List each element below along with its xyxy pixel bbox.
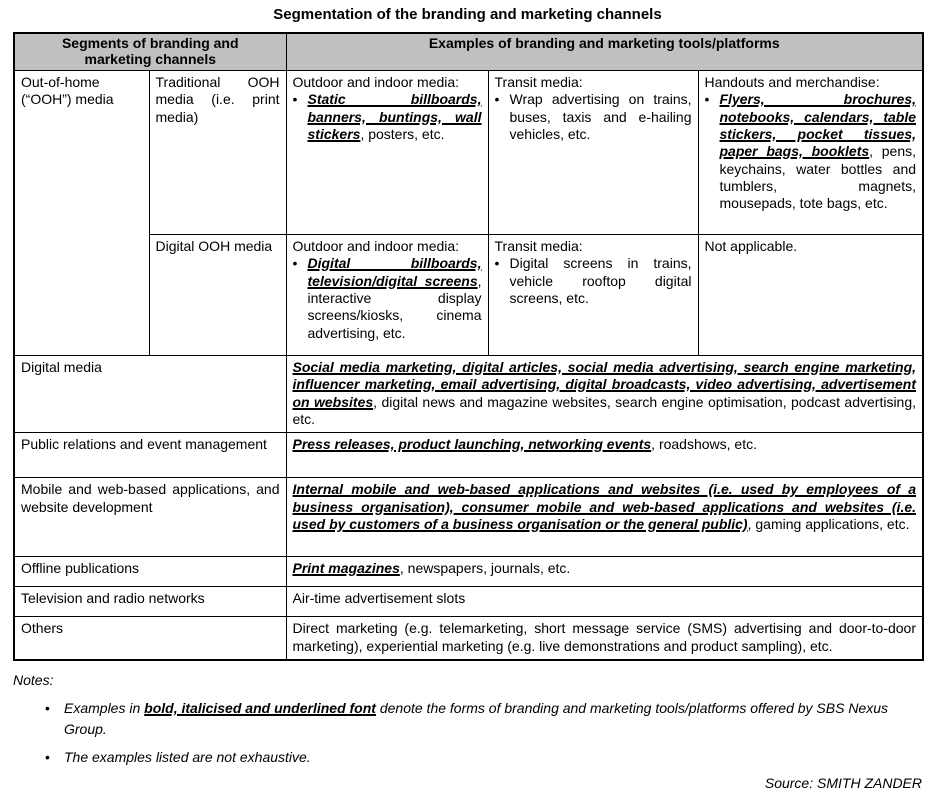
cell-examples: [286, 433, 923, 478]
cell-intro: Handouts and merchandise:: [704, 73, 880, 90]
cell-traditional-transit: [488, 70, 698, 234]
cell-segment-label: [14, 355, 286, 432]
note-item: [13, 747, 922, 767]
table-row-tv-radio: [14, 587, 923, 617]
table-header-row: [14, 33, 923, 70]
segment-label: Television and radio networks: [21, 590, 205, 607]
bullet-text: Flyers, brochures, notebooks, calendars, table stickers, pocket tissues, paper bags, booklets, pens, keychains, water bottles and tumblers, magnets, mousepads, tote bags, etc.: [719, 91, 917, 212]
segment-label: Digital media: [21, 358, 102, 375]
cell-intro: Outdoor and indoor media:: [292, 73, 460, 90]
cell-intro: Outdoor and indoor media:: [292, 237, 460, 254]
examples-text: Air-time advertisement slots: [292, 590, 466, 607]
cell-examples: [286, 355, 923, 432]
table-row-offline-publications: [14, 557, 923, 587]
list-item: [293, 91, 482, 143]
header-segments-cell: [14, 33, 286, 70]
cell-examples: [286, 617, 923, 660]
segment-label: Out-of-home (“OOH”) media: [21, 73, 114, 108]
bullet-icon: •: [704, 91, 710, 108]
cell-segment-label: [14, 617, 286, 660]
cell-segment-label: [14, 587, 286, 617]
table-row-digital-media: [14, 355, 923, 432]
bullet-text: Static billboards, banners, buntings, wall stickers, posters, etc.: [307, 91, 482, 142]
header-examples-cell: [286, 33, 923, 70]
note-item: [13, 698, 922, 739]
examples-text: Direct marketing (e.g. telemarketing, short message service (SMS) advertising and door-to-door marketing), experiential marketing (e.g. live demonstrations and product sampling), etc.: [292, 620, 917, 654]
cell-intro: Transit media:: [494, 73, 583, 90]
bullet-icon: •: [45, 700, 50, 717]
page-title: Segmentation of the branding and marketing channels: [273, 6, 662, 23]
source-text: Source: SMITH ZANDER: [764, 775, 922, 791]
bullet-icon: •: [494, 91, 500, 108]
examples-text: Social media marketing, digital articles, social media advertising, search engine marketing, influencer marketing, email advertising, digital broadcasts, video advertising, advertisement on websites, digital news and magazine websites, search engine optimisation, podcast advertising, etc.: [292, 358, 917, 427]
cell-digital-transit: [488, 234, 698, 355]
bullet-text: Digital billboards, television/digital screens, interactive display screens/kiosks, cinema advertising, etc.: [307, 255, 482, 341]
segment-label: Public relations and event management: [21, 436, 267, 453]
cell-segment-label: [14, 557, 286, 587]
cell-traditional-ooh-label: [149, 70, 286, 234]
list-item: [293, 255, 482, 342]
bullet-icon: •: [494, 255, 500, 272]
table-row-ooh-digital: [14, 234, 923, 355]
examples-text: Press releases, product launching, networking events, roadshows, etc.: [292, 436, 757, 453]
segmentation-table: [13, 32, 924, 661]
notes-label: Notes:: [13, 672, 54, 689]
bullet-text: Wrap advertising on trains, buses, taxis and e-hailing vehicles, etc.: [509, 91, 692, 142]
note-text: The examples listed are not exhaustive.: [64, 748, 311, 765]
cell-segment-label: [14, 478, 286, 557]
cell-digital-ooh-label: [149, 234, 286, 355]
segment-label: Offline publications: [21, 560, 140, 577]
cell-traditional-outdoor: [286, 70, 488, 234]
bullet-icon: •: [45, 748, 50, 765]
cell-examples: [286, 587, 923, 617]
bullet-text: Digital screens in trains, vehicle rooftop digital screens, etc.: [509, 255, 692, 306]
cell-digital-na: [698, 234, 923, 355]
table-row-public-relations: [14, 433, 923, 478]
table-row-mobile-web: [14, 478, 923, 557]
list-item: [495, 91, 692, 143]
cell-text: Not applicable.: [704, 237, 798, 254]
examples-text: Internal mobile and web-based applications and websites (i.e. used by employees of a business organisation), consumer mobile and web-based applications and websites (i.e. used by customers of a business organisation or the general public), gaming applications, etc.: [292, 481, 917, 533]
cell-segment-label: [14, 433, 286, 478]
cell-intro: Transit media:: [494, 237, 583, 254]
list-item: [495, 255, 692, 307]
table-row-others: [14, 617, 923, 660]
segment-label: Others: [21, 620, 64, 637]
list-item: [705, 91, 917, 213]
cell-examples: [286, 557, 923, 587]
segment-sublabel: Digital OOH media: [155, 237, 273, 254]
cell-ooh-label: [14, 70, 149, 355]
cell-traditional-handouts: [698, 70, 923, 234]
segment-label: Mobile and web-based applications, and website development: [21, 481, 280, 515]
examples-text: Print magazines, newspapers, journals, etc.: [292, 560, 571, 577]
bullet-icon: •: [292, 91, 298, 108]
segment-sublabel: Traditional OOH media (i.e. print media): [155, 73, 280, 125]
note-text: Examples in bold, italicised and underlined font denote the forms of branding and marketing tools/platforms offered by SBS Nexus Group.: [64, 700, 889, 737]
header-examples-label: Examples of branding and marketing tools/platforms: [428, 35, 780, 51]
cell-examples: [286, 478, 923, 557]
bullet-icon: •: [292, 255, 298, 272]
cell-digital-outdoor: [286, 234, 488, 355]
header-segments-label: Segments of branding and marketing channels: [61, 35, 239, 67]
table-row-ooh-traditional: [14, 70, 923, 234]
notes-section: [13, 670, 922, 767]
